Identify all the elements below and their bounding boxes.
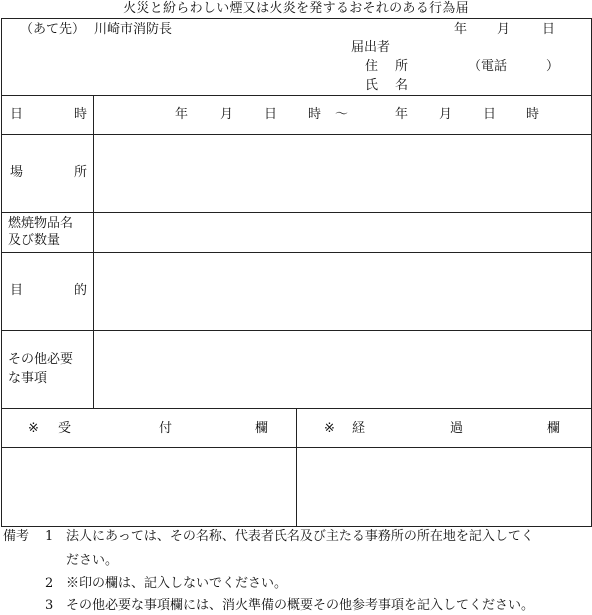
to-year: 年 <box>395 107 409 122</box>
from-month: 月 <box>220 107 234 122</box>
label-column-divider <box>93 95 94 408</box>
rule-datetime-bottom <box>2 134 591 135</box>
other-label-line2: な事項 <box>8 371 48 386</box>
note-3-text: その他必要な事項欄には、消火準備の概要その他参考事項を記入してください。 <box>66 598 535 613</box>
purpose-label-2: 的 <box>74 283 88 298</box>
header-date-month: 月 <box>497 22 511 37</box>
note-3-number: 3 <box>45 598 54 613</box>
other-label-line1: その他必要 <box>8 352 74 367</box>
datetime-label-2: 時 <box>74 107 88 122</box>
header-date-year: 年 <box>454 22 468 37</box>
from-day: 日 <box>264 107 278 122</box>
applicant-label: 届出者 <box>351 40 391 55</box>
reception-label-3: 欄 <box>255 421 269 436</box>
rule-header-bottom <box>2 95 591 96</box>
progress-label-1: 経 <box>352 421 366 436</box>
header-date-day: 日 <box>542 22 556 37</box>
name-label-2: 名 <box>395 78 409 93</box>
note-1-line2: ださい。 <box>66 553 119 568</box>
to-month: 月 <box>439 107 453 122</box>
period-tilde: ～ <box>335 107 349 122</box>
to-hour: 時 <box>526 107 540 122</box>
note-2-number: 2 <box>45 576 54 591</box>
note-1-number: 1 <box>45 529 54 544</box>
notes-heading: 備考 <box>3 529 30 544</box>
to-day: 日 <box>483 107 497 122</box>
reception-label-1: 受 <box>58 421 72 436</box>
datetime-label-1: 日 <box>10 107 24 122</box>
document-title: 火災と紛らわしい煙又は火炎を発するおそれのある行為届 <box>123 1 469 16</box>
rule-purpose-bottom <box>2 330 591 331</box>
combustibles-label-line2: 及び数量 <box>8 233 61 248</box>
place-label-2: 所 <box>74 165 88 180</box>
notification-form <box>1 18 592 527</box>
note-1-line1: 法人にあっては、その名称、代表者氏名及び主たる事務所の所在地を記入してく <box>66 529 534 544</box>
progress-mark: ※ <box>324 421 335 436</box>
purpose-label-1: 目 <box>10 283 24 298</box>
from-hour: 時 <box>308 107 322 122</box>
rule-place-bottom <box>2 212 591 213</box>
note-2-text: ※印の欄は、記入しないでください。 <box>66 576 288 591</box>
progress-box <box>297 448 591 526</box>
phone-label: （電話 <box>468 59 508 74</box>
rule-combustibles-bottom <box>2 252 591 253</box>
combustibles-label-line1: 燃焼物品名 <box>8 216 74 231</box>
reception-label-2: 付 <box>159 421 173 436</box>
phone-close: ） <box>546 59 560 74</box>
addressee-label: （あて先） <box>20 22 86 37</box>
progress-label-2: 過 <box>450 421 464 436</box>
address-label-1: 住 <box>365 59 379 74</box>
name-label-1: 氏 <box>365 78 379 93</box>
progress-label-3: 欄 <box>547 421 561 436</box>
reception-box <box>2 448 295 526</box>
addressee: 川崎市消防長 <box>94 22 173 37</box>
address-label-2: 所 <box>395 59 409 74</box>
reception-mark: ※ <box>28 421 39 436</box>
place-label-1: 場 <box>10 165 24 180</box>
from-year: 年 <box>175 107 189 122</box>
